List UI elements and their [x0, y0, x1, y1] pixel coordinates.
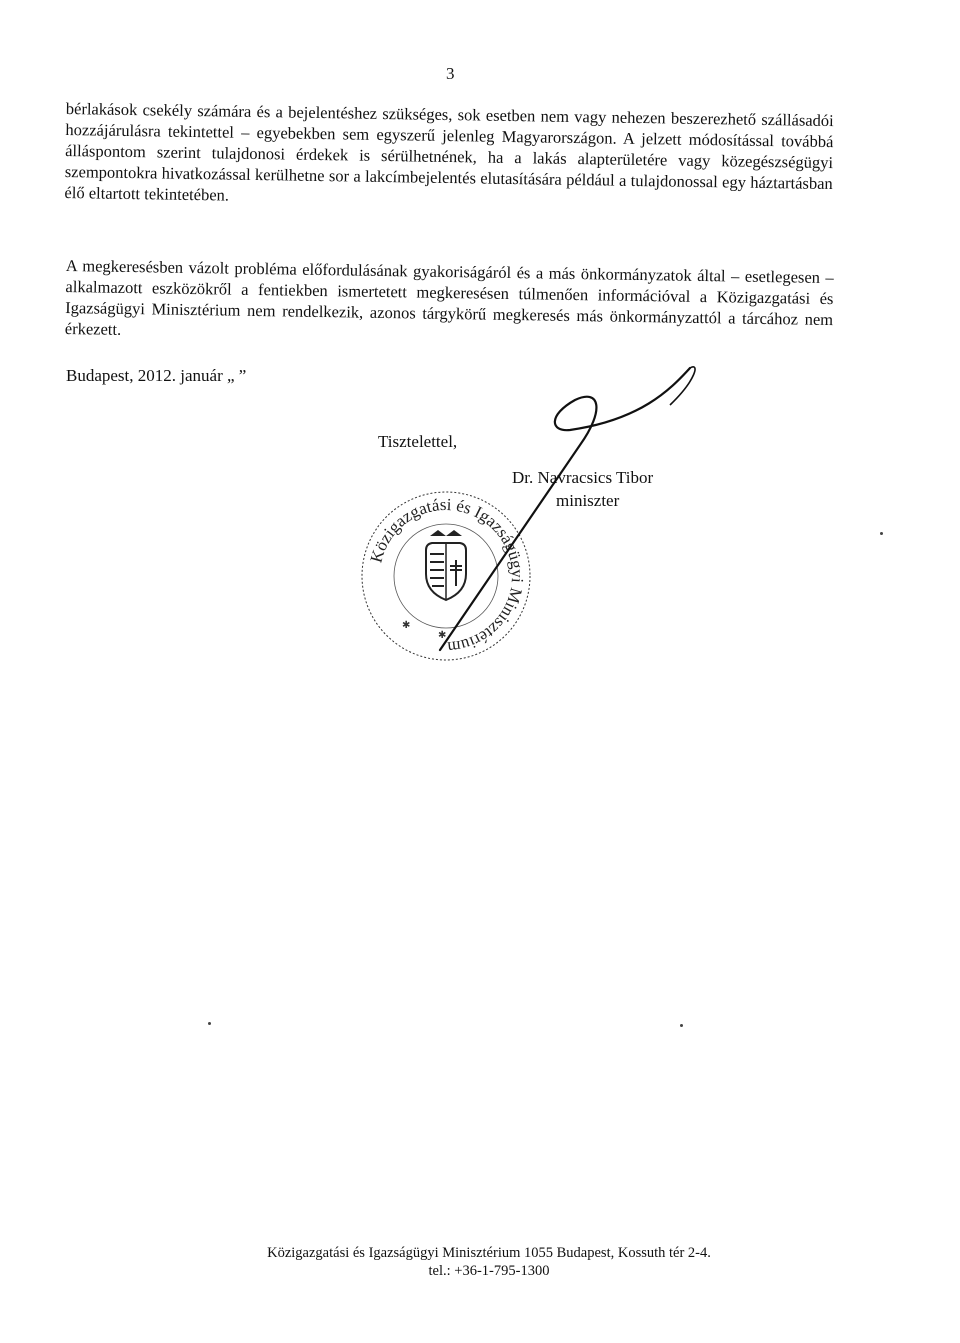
closing-salutation: Tisztelettel,: [378, 432, 458, 451]
signer-name: Dr. Navracsics Tibor: [512, 468, 654, 487]
signer-title: miniszter: [556, 491, 620, 510]
body-paragraph: bérlakások csekély számára és a bejelentéshez szükséges, sok esetben nem vagy nehezen beszerezhető szállásadói hozzájárulásra tekintettel – egyebekben sem egyszerű jelenleg Magyarországon. A jelzett módosítással továbbá álláspontom szerint tulajdonosi érdekek is sérülhetnének, ha a lakás alapterületére vagy közegészségügyi szempontokra hivatkozással kerülhetne sor a lakcímbejelentés elutasítására például a tulajdonossal egy háztartásban élő eltartott tekintetében.: [64, 98, 834, 205]
svg-text:Közigazgatási és Igazságügyi M: Közigazgatási és Igazságügyi Minisztérium: [366, 494, 528, 658]
footer-address: Közigazgatási és Igazságügyi Minisztérium 1055 Budapest, Kossuth tér 2-4.: [267, 1245, 711, 1261]
dateline: Budapest, 2012. január „ ”: [66, 366, 247, 385]
body-paragraph: A megkeresésben vázolt probléma előfordulásának gyakoriságáról és a más önkormányzatok által – esetlegesen – alkalmazott eszközökről a fentiekben ismertetett megkeresésen túlmenően információval a Közigazgatási és Igazságügyi Minisztérium nem rendelkezik, azonos tárgykörű megkeresés más önkormányzattól a tárcához nem érkezett.: [64, 255, 834, 339]
footer-phone: tel.: +36-1-795-1300: [428, 1263, 550, 1279]
scan-speck: [208, 1022, 211, 1025]
svg-text:✱: ✱: [402, 620, 411, 631]
svg-text:✱: ✱: [438, 630, 447, 641]
page-footer: [0, 1244, 960, 1280]
page-number: 3: [446, 64, 455, 83]
scan-speck: [680, 1024, 683, 1027]
scan-speck: [880, 532, 883, 535]
